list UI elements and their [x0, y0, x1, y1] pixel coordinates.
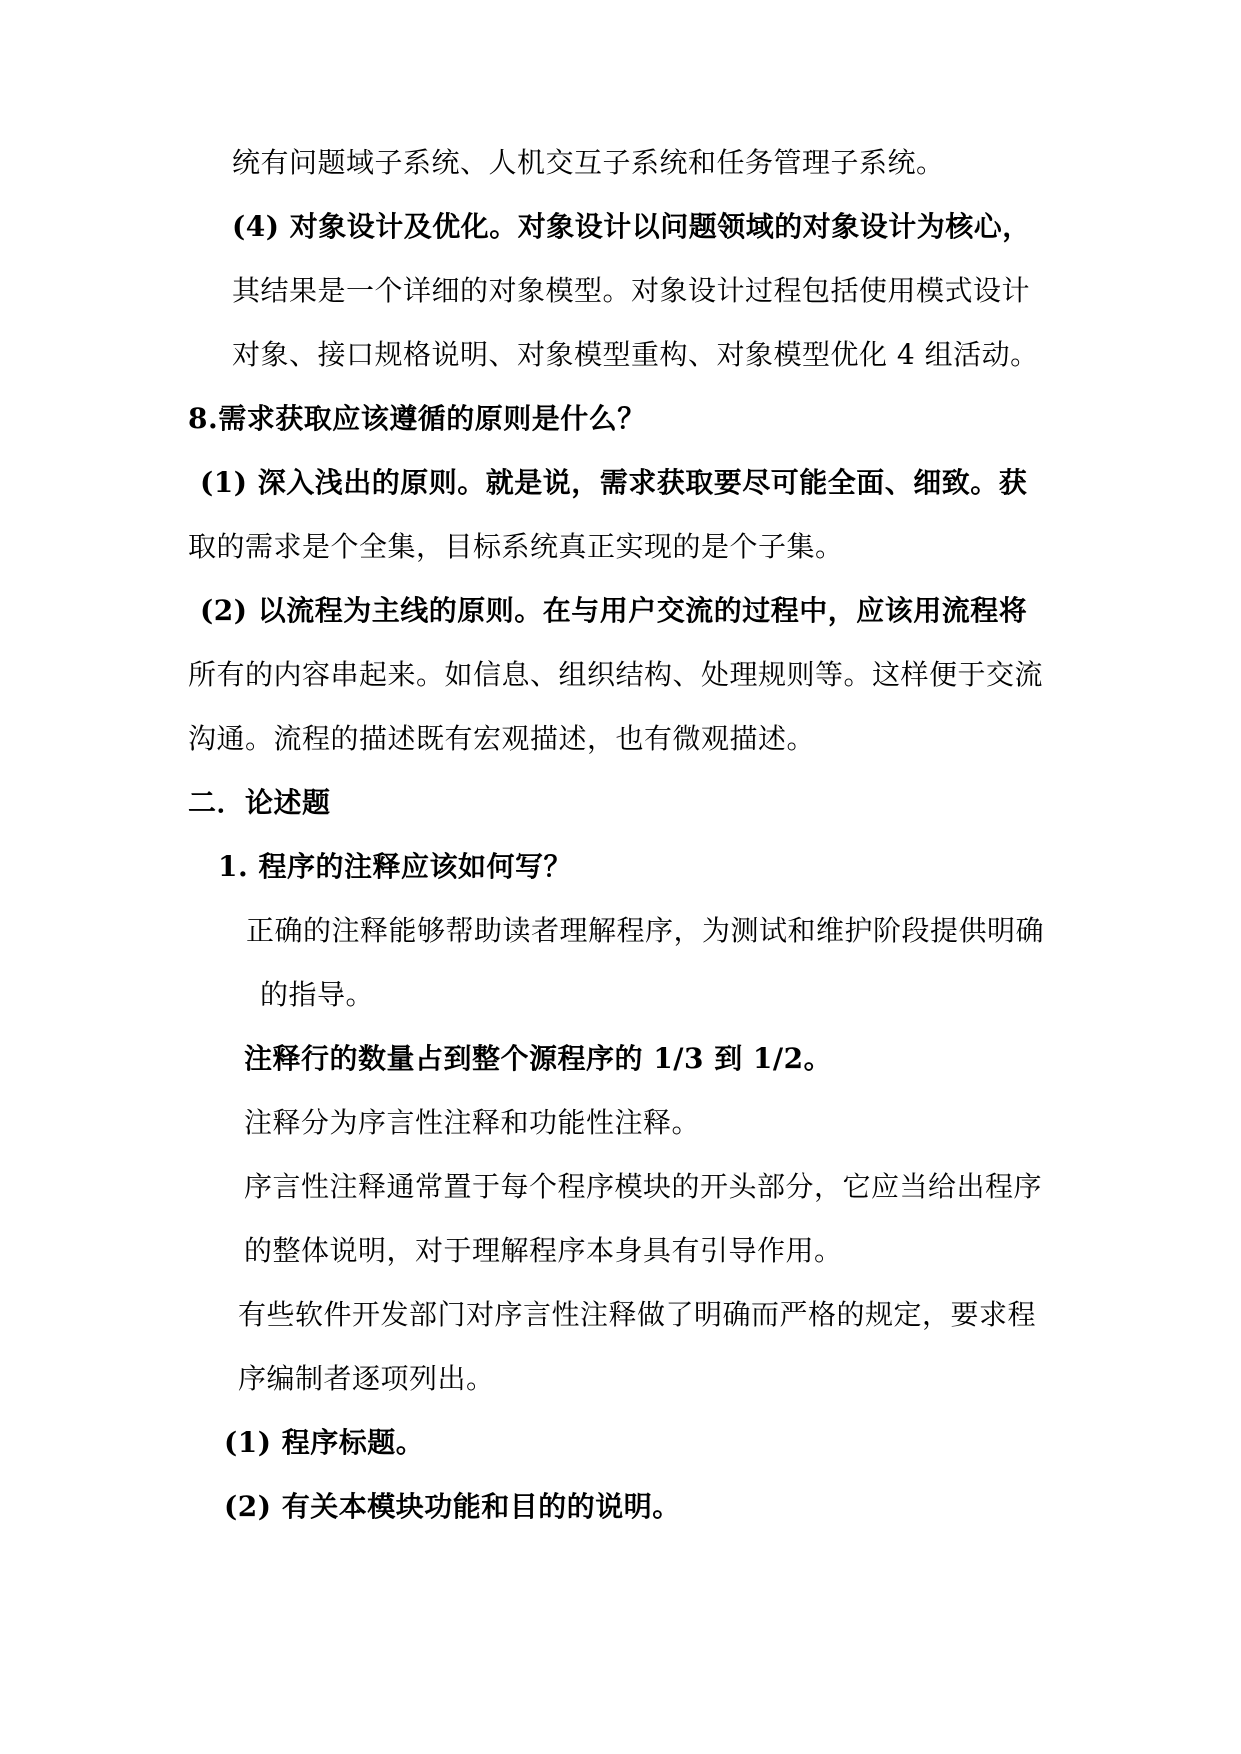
section-heading: 二．论述题: [188, 786, 331, 819]
line-16: 注释分为序言性注释和功能性注释。: [244, 1106, 701, 1139]
question-1: 1. 程序的注释应该如何写？: [218, 850, 572, 883]
line-13: 正确的注释能够帮助读者理解程序，为测试和维护阶段提供明确: [246, 914, 1045, 947]
line-3: 其结果是一个详细的对象模型。对象设计过程包括使用模式设计: [232, 274, 1031, 307]
line-6: (1) 深入浅出的原则。就是说，需求获取要尽可能全面、细致。获: [200, 466, 1028, 499]
line-19: 有些软件开发部门对序言性注释做了明确而严格的规定，要求程: [238, 1298, 1037, 1331]
line-14: 的指导。: [260, 978, 375, 1011]
line-20: 序编制者逐项列出。: [238, 1362, 495, 1395]
line-9: 所有的内容串起来。如信息、组织结构、处理规则等。这样便于交流: [188, 658, 1044, 691]
line-21: (1) 程序标题。: [224, 1426, 425, 1459]
line-8: (2) 以流程为主线的原则。在与用户交流的过程中，应该用流程将: [200, 594, 1028, 627]
line-18: 的整体说明，对于理解程序本身具有引导作用。: [244, 1234, 843, 1267]
question-8: 8.需求获取应该遵循的原则是什么？: [188, 402, 646, 435]
line-15: 注释行的数量占到整个源程序的 1/3 到 1/2。: [244, 1042, 833, 1075]
line-10: 沟通。流程的描述既有宏观描述，也有微观描述。: [188, 722, 816, 755]
line-17: 序言性注释通常置于每个程序模块的开头部分，它应当给出程序: [244, 1170, 1043, 1203]
line-7: 取的需求是个全集，目标系统真正实现的是个子集。: [188, 530, 844, 563]
line-22: (2) 有关本模块功能和目的的说明。: [224, 1490, 681, 1523]
line-4: 对象、接口规格说明、对象模型重构、对象模型优化 4 组活动。: [232, 338, 1039, 371]
line-2: (4) 对象设计及优化。对象设计以问题领域的对象设计为核心，: [232, 210, 1031, 243]
line-1: 统有问题域子系统、人机交互子系统和任务管理子系统。: [232, 146, 945, 179]
